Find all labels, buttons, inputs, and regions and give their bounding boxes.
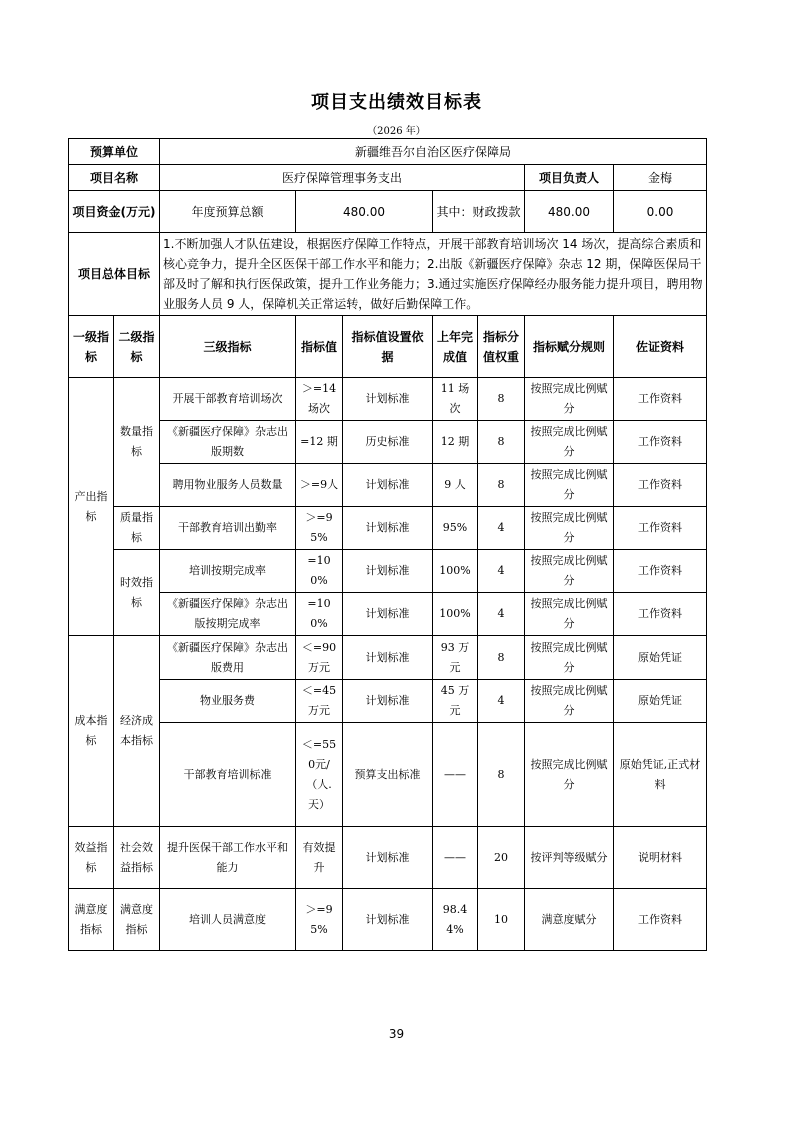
weight-cell: 4 — [478, 680, 525, 723]
last-year-cell: 100% — [433, 550, 478, 593]
col-value: 指标值 — [296, 316, 343, 378]
overall-goal-row — [69, 233, 707, 316]
value-cell: =100% — [296, 593, 343, 636]
weight-cell: 4 — [478, 507, 525, 550]
group-satisfaction-sub: 满意度指标 — [114, 889, 160, 951]
last-year-cell: 12 期 — [433, 421, 478, 464]
rule-cell: 按照完成比例赋分 — [525, 464, 614, 507]
other-funds-value: 0.00 — [614, 191, 707, 233]
group-cost: 成本指标 — [69, 636, 114, 827]
indicator-cell: 提升医保干部工作水平和能力 — [160, 827, 296, 889]
annual-budget-value: 480.00 — [296, 191, 433, 233]
evidence-cell: 原始凭证 — [614, 680, 707, 723]
basis-cell: 计划标准 — [343, 593, 433, 636]
rule-cell: 按评判等级赋分 — [525, 827, 614, 889]
indicator-cell: 培训按期完成率 — [160, 550, 296, 593]
overall-goal-label: 项目总体目标 — [69, 233, 160, 316]
table-row — [69, 593, 707, 636]
group-quantity: 数量指标 — [114, 378, 160, 507]
col-level1: 一级指标 — [69, 316, 114, 378]
col-level3: 三级指标 — [160, 316, 296, 378]
weight-cell: 8 — [478, 636, 525, 680]
basis-cell: 计划标准 — [343, 464, 433, 507]
weight-cell: 8 — [478, 464, 525, 507]
indicator-cell: 开展干部教育培训场次 — [160, 378, 296, 421]
page-title: 项目支出绩效目标表 — [311, 92, 482, 113]
overall-goal-text: 1.不断加强人才队伍建设，根据医疗保障工作特点，开展干部教育培训场次 14 场次，提高综合素质和核心竞争力，提升全区医保干部工作水平和能力；2.出版《新疆医疗保障》杂志 12 期，保障医保局干部及时了解和执行医保政策，提升工作业务能力；3.通过实施医疗保障经办服务能力提升项目，聘用物业服务人员 9 人，保障机关正常运转，做好后勤保障工作。 — [160, 233, 707, 316]
last-year-cell: 11 场次 — [433, 378, 478, 421]
manager-value: 金梅 — [614, 165, 707, 191]
table-row — [69, 680, 707, 723]
last-year-cell: —— — [433, 723, 478, 827]
last-year-cell: —— — [433, 827, 478, 889]
col-evidence: 佐证资料 — [614, 316, 707, 378]
basis-cell: 预算支出标准 — [343, 723, 433, 827]
rule-cell: 按照完成比例赋分 — [525, 593, 614, 636]
last-year-cell: 95% — [433, 507, 478, 550]
rule-cell: 按照完成比例赋分 — [525, 421, 614, 464]
indicator-cell: 物业服务费 — [160, 680, 296, 723]
rule-cell: 按照完成比例赋分 — [525, 550, 614, 593]
value-cell: ＜=550元/（人.天） — [296, 723, 343, 827]
col-basis: 指标值设置依据 — [343, 316, 433, 378]
evidence-cell: 工作资料 — [614, 507, 707, 550]
weight-cell: 8 — [478, 723, 525, 827]
evidence-cell: 工作资料 — [614, 550, 707, 593]
column-header-row — [69, 316, 707, 378]
value-cell: ＞=95% — [296, 507, 343, 550]
group-timeliness: 时效指标 — [114, 550, 160, 636]
fiscal-value: 480.00 — [525, 191, 614, 233]
rule-cell: 按照完成比例赋分 — [525, 680, 614, 723]
group-social-benefit: 社会效益指标 — [114, 827, 160, 889]
table-row — [69, 723, 707, 827]
group-economic-cost: 经济成本指标 — [114, 636, 160, 827]
basis-cell: 计划标准 — [343, 378, 433, 421]
group-benefit: 效益指标 — [69, 827, 114, 889]
last-year-cell: 45 万元 — [433, 680, 478, 723]
budget-unit-value: 新疆维吾尔自治区医疗保障局 — [160, 139, 707, 165]
evidence-cell: 工作资料 — [614, 593, 707, 636]
table-row — [69, 378, 707, 421]
evidence-cell: 原始凭证,正式材料 — [614, 723, 707, 827]
basis-cell: 历史标准 — [343, 421, 433, 464]
page-number: 39 — [388, 1027, 405, 1041]
rule-cell: 按照完成比例赋分 — [525, 507, 614, 550]
indicator-cell: 《新疆医疗保障》杂志出版按期完成率 — [160, 593, 296, 636]
last-year-cell: 9 人 — [433, 464, 478, 507]
last-year-cell: 93 万元 — [433, 636, 478, 680]
col-level2: 二级指标 — [114, 316, 160, 378]
indicator-cell: 《新疆医疗保障》杂志出版费用 — [160, 636, 296, 680]
evidence-cell: 原始凭证 — [614, 636, 707, 680]
indicator-cell: 培训人员满意度 — [160, 889, 296, 951]
budget-unit-row — [69, 139, 707, 165]
weight-cell: 20 — [478, 827, 525, 889]
basis-cell: 计划标准 — [343, 636, 433, 680]
indicator-cell: 干部教育培训标准 — [160, 723, 296, 827]
basis-cell: 计划标准 — [343, 550, 433, 593]
indicator-cell: 聘用物业服务人员数量 — [160, 464, 296, 507]
value-cell: =100% — [296, 550, 343, 593]
last-year-cell: 100% — [433, 593, 478, 636]
weight-cell: 8 — [478, 378, 525, 421]
project-name-label: 项目名称 — [69, 165, 160, 191]
weight-cell: 8 — [478, 421, 525, 464]
indicator-cell: 干部教育培训出勤率 — [160, 507, 296, 550]
last-year-cell: 98.44% — [433, 889, 478, 951]
value-cell: ＞=9人 — [296, 464, 343, 507]
group-quality: 质量指标 — [114, 507, 160, 550]
col-last-year: 上年完成值 — [433, 316, 478, 378]
project-name-row — [69, 165, 707, 191]
weight-cell: 4 — [478, 593, 525, 636]
basis-cell: 计划标准 — [343, 889, 433, 951]
budget-unit-label: 预算单位 — [69, 139, 160, 165]
table-row — [69, 827, 707, 889]
basis-cell: 计划标准 — [343, 827, 433, 889]
table-row — [69, 636, 707, 680]
value-cell: 有效提升 — [296, 827, 343, 889]
group-satisfaction: 满意度指标 — [69, 889, 114, 951]
value-cell: =12 期 — [296, 421, 343, 464]
table-row — [69, 464, 707, 507]
performance-table — [68, 138, 707, 951]
rule-cell: 按照完成比例赋分 — [525, 723, 614, 827]
value-cell: ＜=90万元 — [296, 636, 343, 680]
table-row — [69, 889, 707, 951]
basis-cell: 计划标准 — [343, 680, 433, 723]
evidence-cell: 说明材料 — [614, 827, 707, 889]
fiscal-label: 其中：财政拨款 — [433, 191, 525, 233]
rule-cell: 满意度赋分 — [525, 889, 614, 951]
weight-cell: 4 — [478, 550, 525, 593]
year-label: （2026 年） — [367, 126, 426, 137]
value-cell: ＞=95% — [296, 889, 343, 951]
table-row — [69, 421, 707, 464]
evidence-cell: 工作资料 — [614, 464, 707, 507]
indicator-cell: 《新疆医疗保障》杂志出版期数 — [160, 421, 296, 464]
group-output: 产出指标 — [69, 378, 114, 636]
funds-row — [69, 191, 707, 233]
evidence-cell: 工作资料 — [614, 421, 707, 464]
col-rule: 指标赋分规则 — [525, 316, 614, 378]
evidence-cell: 工作资料 — [614, 378, 707, 421]
rule-cell: 按照完成比例赋分 — [525, 636, 614, 680]
annual-budget-label: 年度预算总额 — [160, 191, 296, 233]
rule-cell: 按照完成比例赋分 — [525, 378, 614, 421]
table-row — [69, 507, 707, 550]
table-row — [69, 550, 707, 593]
evidence-cell: 工作资料 — [614, 889, 707, 951]
project-name-value: 医疗保障管理事务支出 — [160, 165, 525, 191]
funds-label: 项目资金(万元) — [69, 191, 160, 233]
value-cell: ＜=45万元 — [296, 680, 343, 723]
manager-label: 项目负责人 — [525, 165, 614, 191]
value-cell: ＞=14场次 — [296, 378, 343, 421]
weight-cell: 10 — [478, 889, 525, 951]
basis-cell: 计划标准 — [343, 507, 433, 550]
col-weight: 指标分值权重 — [478, 316, 525, 378]
